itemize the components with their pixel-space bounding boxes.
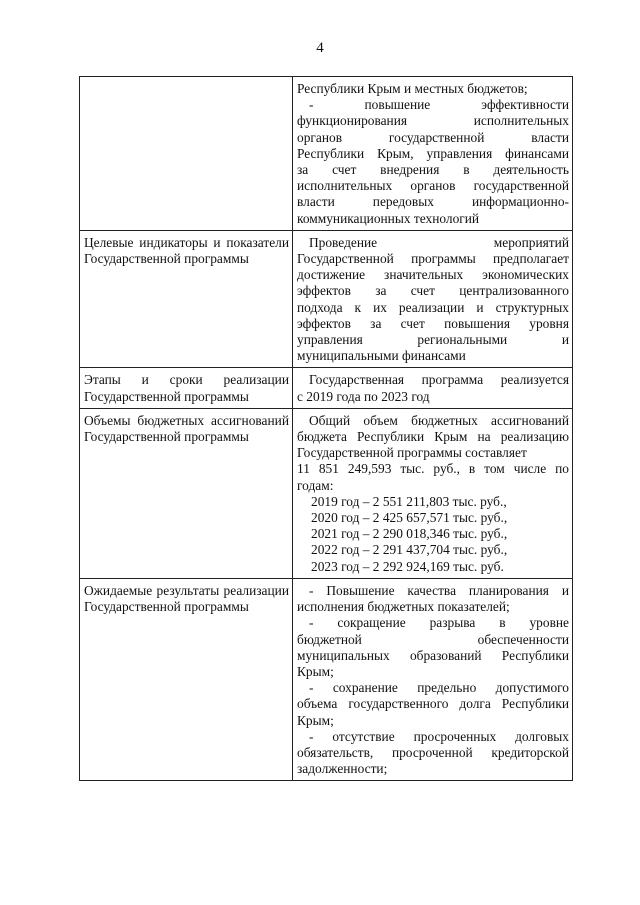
row-label: Целевые индикаторы и показатели Государственной программы xyxy=(80,230,293,368)
text-line: Общий объем бюджетных ассигнований xyxy=(309,412,569,428)
text-line: эффектов за счет централизованного xyxy=(297,283,569,299)
text-line: Республики Крым, управления финансами xyxy=(297,145,569,161)
text-line: - сохранение предельно допустимого xyxy=(309,680,569,696)
text-line: исполнения бюджетных показателей; xyxy=(297,599,510,615)
text-line: обязательств, просроченной кредиторской xyxy=(297,744,569,760)
table-row xyxy=(80,77,573,231)
row-label xyxy=(80,77,293,231)
table-row xyxy=(80,408,573,578)
text-line: Республики Крым и местных бюджетов; xyxy=(297,81,528,96)
text-line: муниципальными финансами xyxy=(297,348,466,364)
text-line: коммуникационных технологий xyxy=(297,210,480,226)
text-line: задолженности; xyxy=(297,761,388,777)
table-row xyxy=(80,578,573,780)
text-line: с 2019 года по 2023 год xyxy=(297,388,430,404)
text-line: исполнительных органов государственной xyxy=(297,178,569,194)
row-label: Объемы бюджетных ассигнований Государственной программы xyxy=(80,408,293,578)
text-line: бюджетной обеспеченности xyxy=(297,631,569,647)
row-value xyxy=(293,230,573,368)
text-line: 2021 год – 2 290 018,346 тыс. руб., xyxy=(311,526,508,542)
text-line: 2022 год – 2 291 437,704 тыс. руб., xyxy=(311,542,508,558)
text-line: - отсутствие просроченных долговых xyxy=(309,728,569,744)
text-line: - Повышение качества планирования и xyxy=(309,582,569,598)
text-line: функционирования исполнительных xyxy=(297,113,569,129)
row-value xyxy=(293,578,573,780)
page-number: 4 xyxy=(316,40,324,56)
text-line: управления региональными и xyxy=(297,332,569,348)
text-line: бюджета Республики Крым на реализацию xyxy=(297,429,569,445)
text-line: 2020 год – 2 425 657,571 тыс. руб., xyxy=(311,510,508,526)
text-line: муниципальных образований Республики xyxy=(297,647,569,663)
text-line: достижение значительных экономических xyxy=(297,267,569,283)
text-line: Крым; xyxy=(297,663,334,679)
passport-table-body xyxy=(80,77,573,781)
text-line: Государственная программа реализуется xyxy=(309,372,569,388)
text-line: - повышение эффективности xyxy=(309,97,569,113)
text-line: власти передовых информационно- xyxy=(297,194,569,210)
table-row xyxy=(80,368,573,408)
text-line: за счет внедрения в деятельность xyxy=(297,162,569,178)
text-line: 2019 год – 2 551 211,803 тыс. руб., xyxy=(311,493,507,509)
text-line: - сокращение разрыва в уровне xyxy=(309,615,569,631)
row-value xyxy=(293,77,573,231)
row-value xyxy=(293,408,573,578)
text-line: эффектов за счет повышения уровня xyxy=(297,315,569,331)
row-label: Этапы и сроки реализации Государственной программы xyxy=(80,368,293,408)
text-line: Проведение мероприятий xyxy=(309,234,569,250)
table-row xyxy=(80,230,573,368)
text-line: годам: xyxy=(297,477,334,493)
text-line: органов государственной власти xyxy=(297,129,569,145)
text-line: 2023 год – 2 292 924,169 тыс. руб. xyxy=(311,558,504,574)
row-label: Ожидаемые результаты реализации Государственной программы xyxy=(80,578,293,780)
text-line: объема государственного долга Республики xyxy=(297,696,569,712)
text-line: Государственной программы составляет xyxy=(297,445,527,461)
text-line: Государственной программы предполагает xyxy=(297,251,569,267)
row-value xyxy=(293,368,573,408)
text-line: подхода к их реализации и структурных xyxy=(297,299,569,315)
text-line: Крым; xyxy=(297,712,334,728)
text-line: 11 851 249,593 тыс. руб., в том числе по xyxy=(297,461,569,477)
passport-table xyxy=(79,76,573,781)
